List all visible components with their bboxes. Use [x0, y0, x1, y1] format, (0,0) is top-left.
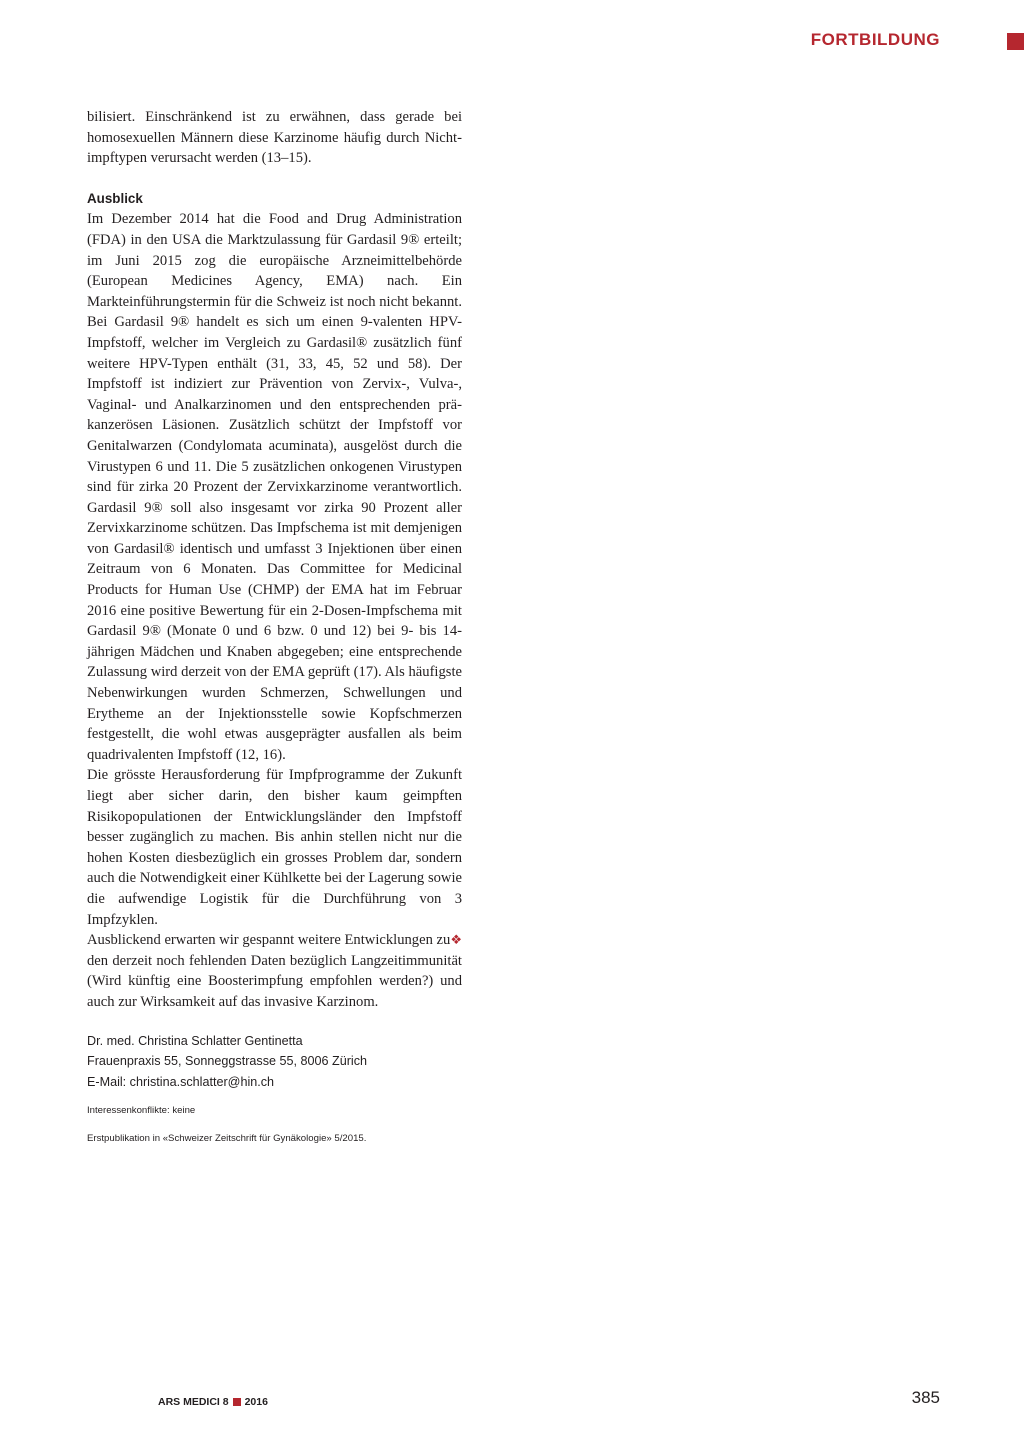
conflicts-of-interest: Interessenkonflikte: keine: [87, 1105, 196, 1117]
body-paragraph: Die grösste Herausforderung für Impfprogramme der Zukunft liegt aber sicher darin, den bisher kaum geimpften Risikopopulationen der Entwicklungsländer den Impfstoff besser zugänglich zu machen. Bis anhin stellen nicht nur die hohen Kosten diesbezüglich ein grosses Problem dar, sondern auch die Notwendigkeit einer Kühlkette bei der Lagerung sowie die aufwendige Logistik für die Durchführung von 3 Impfzyklen.: [87, 767, 462, 928]
footer-square-icon: [233, 1398, 241, 1406]
author-block: [87, 1031, 462, 1093]
first-publication-note: Erstpublikation in «Schweizer Zeitschrift für Gynäkologie» 5/2015.: [87, 1133, 367, 1145]
final-paragraph-text: Ausblickend erwarten wir gespannt weitere Entwicklungen zu den derzeit noch fehlenden Daten bezüglich Langzeitimmunität (Wird künftig eine Boosterimpfung empfohlen werden?) und auch zur Wirksamkeit auf das invasive Karzinom.: [87, 932, 462, 1010]
end-mark-icon: ❖: [450, 932, 462, 948]
section-heading: Ausblick: [87, 190, 143, 206]
body-paragraph: Im Dezember 2014 hat die Food and Drug Administration (FDA) in den USA die Marktzulassung für Gardasil 9® erteilt; im Juni 2015 zog die europäische Arzneimittelbehörde (European Medicines Agency, EMA) nach. Ein Markteinführungstermin für die Schweiz ist noch nicht bekannt. Bei Gardasil 9® handelt es sich um einen 9-valenten HPV-Impfstoff, welcher im Vergleich zu Gardasil® zusätzlich fünf weitere HPV-Typen enthält (31, 33, 45, 52 und 58). Der Impfstoff ist indiziert zur Prävention von Zervix-, Vulva-, Vaginal- und Analkarzinomen und den entsprechenden präkanzerösen Läsionen. Zusätzlich schützt der Impfstoff vor Genitalwarzen (Condylomata acuminata), ausgelöst durch die Virustypen 6 und 11. Die 5 zusätzlichen onkogenen Virustypen sind für zirka 20 Prozent der Zervixkarzinome verantwortlich. Gardasil 9® soll also insgesamt vor zirka 90 Prozent aller Zervixkarzinome schützen. Das Impfschema ist mit demjenigen von Gardasil® identisch und umfasst 3 Injektionen über einen Zeitraum von 6 Monaten. Das Committee for Medicinal Products for Human Use (CHMP) der EMA hat im Februar 2016 eine positive Bewertung für ein 2-Dosen-Impfschema mit Gardasil 9® (Monate 0 und 6 bzw. 0 und 12) bei 9- bis 14-jährigen Mädchen und Knaben abgegeben; eine entsprechende Zulassung wird derzeit von der EMA geprüft (17). Als häufigste Nebenwirkungen wurden Schmerzen, Schwellungen und Erytheme an der Injektionsstelle sowie Kopfschmerzen festgestellt, die wohl etwas ausgeprägter ausfallen als beim quadrivalenten Impfstoff (12, 16).: [87, 211, 462, 763]
body-paragraph-final: [87, 930, 462, 1012]
footer-journal: [158, 1396, 268, 1408]
author-name: Dr. med. Christina Schlatter Gentinetta: [87, 1033, 303, 1048]
article-column: [87, 107, 462, 1146]
author-address: Frauenpraxis 55, Sonneggstrasse 55, 8006 Zürich: [87, 1054, 368, 1069]
intro-paragraph: bilisiert. Einschränkend ist zu erwähnen, dass gerade bei homosexuellen Männern diese Karzinome häufig durch Nichtimpftypen verursacht werden (13–15).: [87, 109, 462, 167]
journal-year: 2016: [244, 1396, 268, 1408]
section-label: FORTBILDUNG: [810, 30, 940, 49]
journal-name: ARS MEDICI 8: [158, 1396, 229, 1408]
section-marker-square: [1007, 33, 1024, 50]
author-email: E-Mail: christina.schlatter@hin.ch: [87, 1074, 275, 1089]
page-number: 385: [911, 1388, 940, 1407]
